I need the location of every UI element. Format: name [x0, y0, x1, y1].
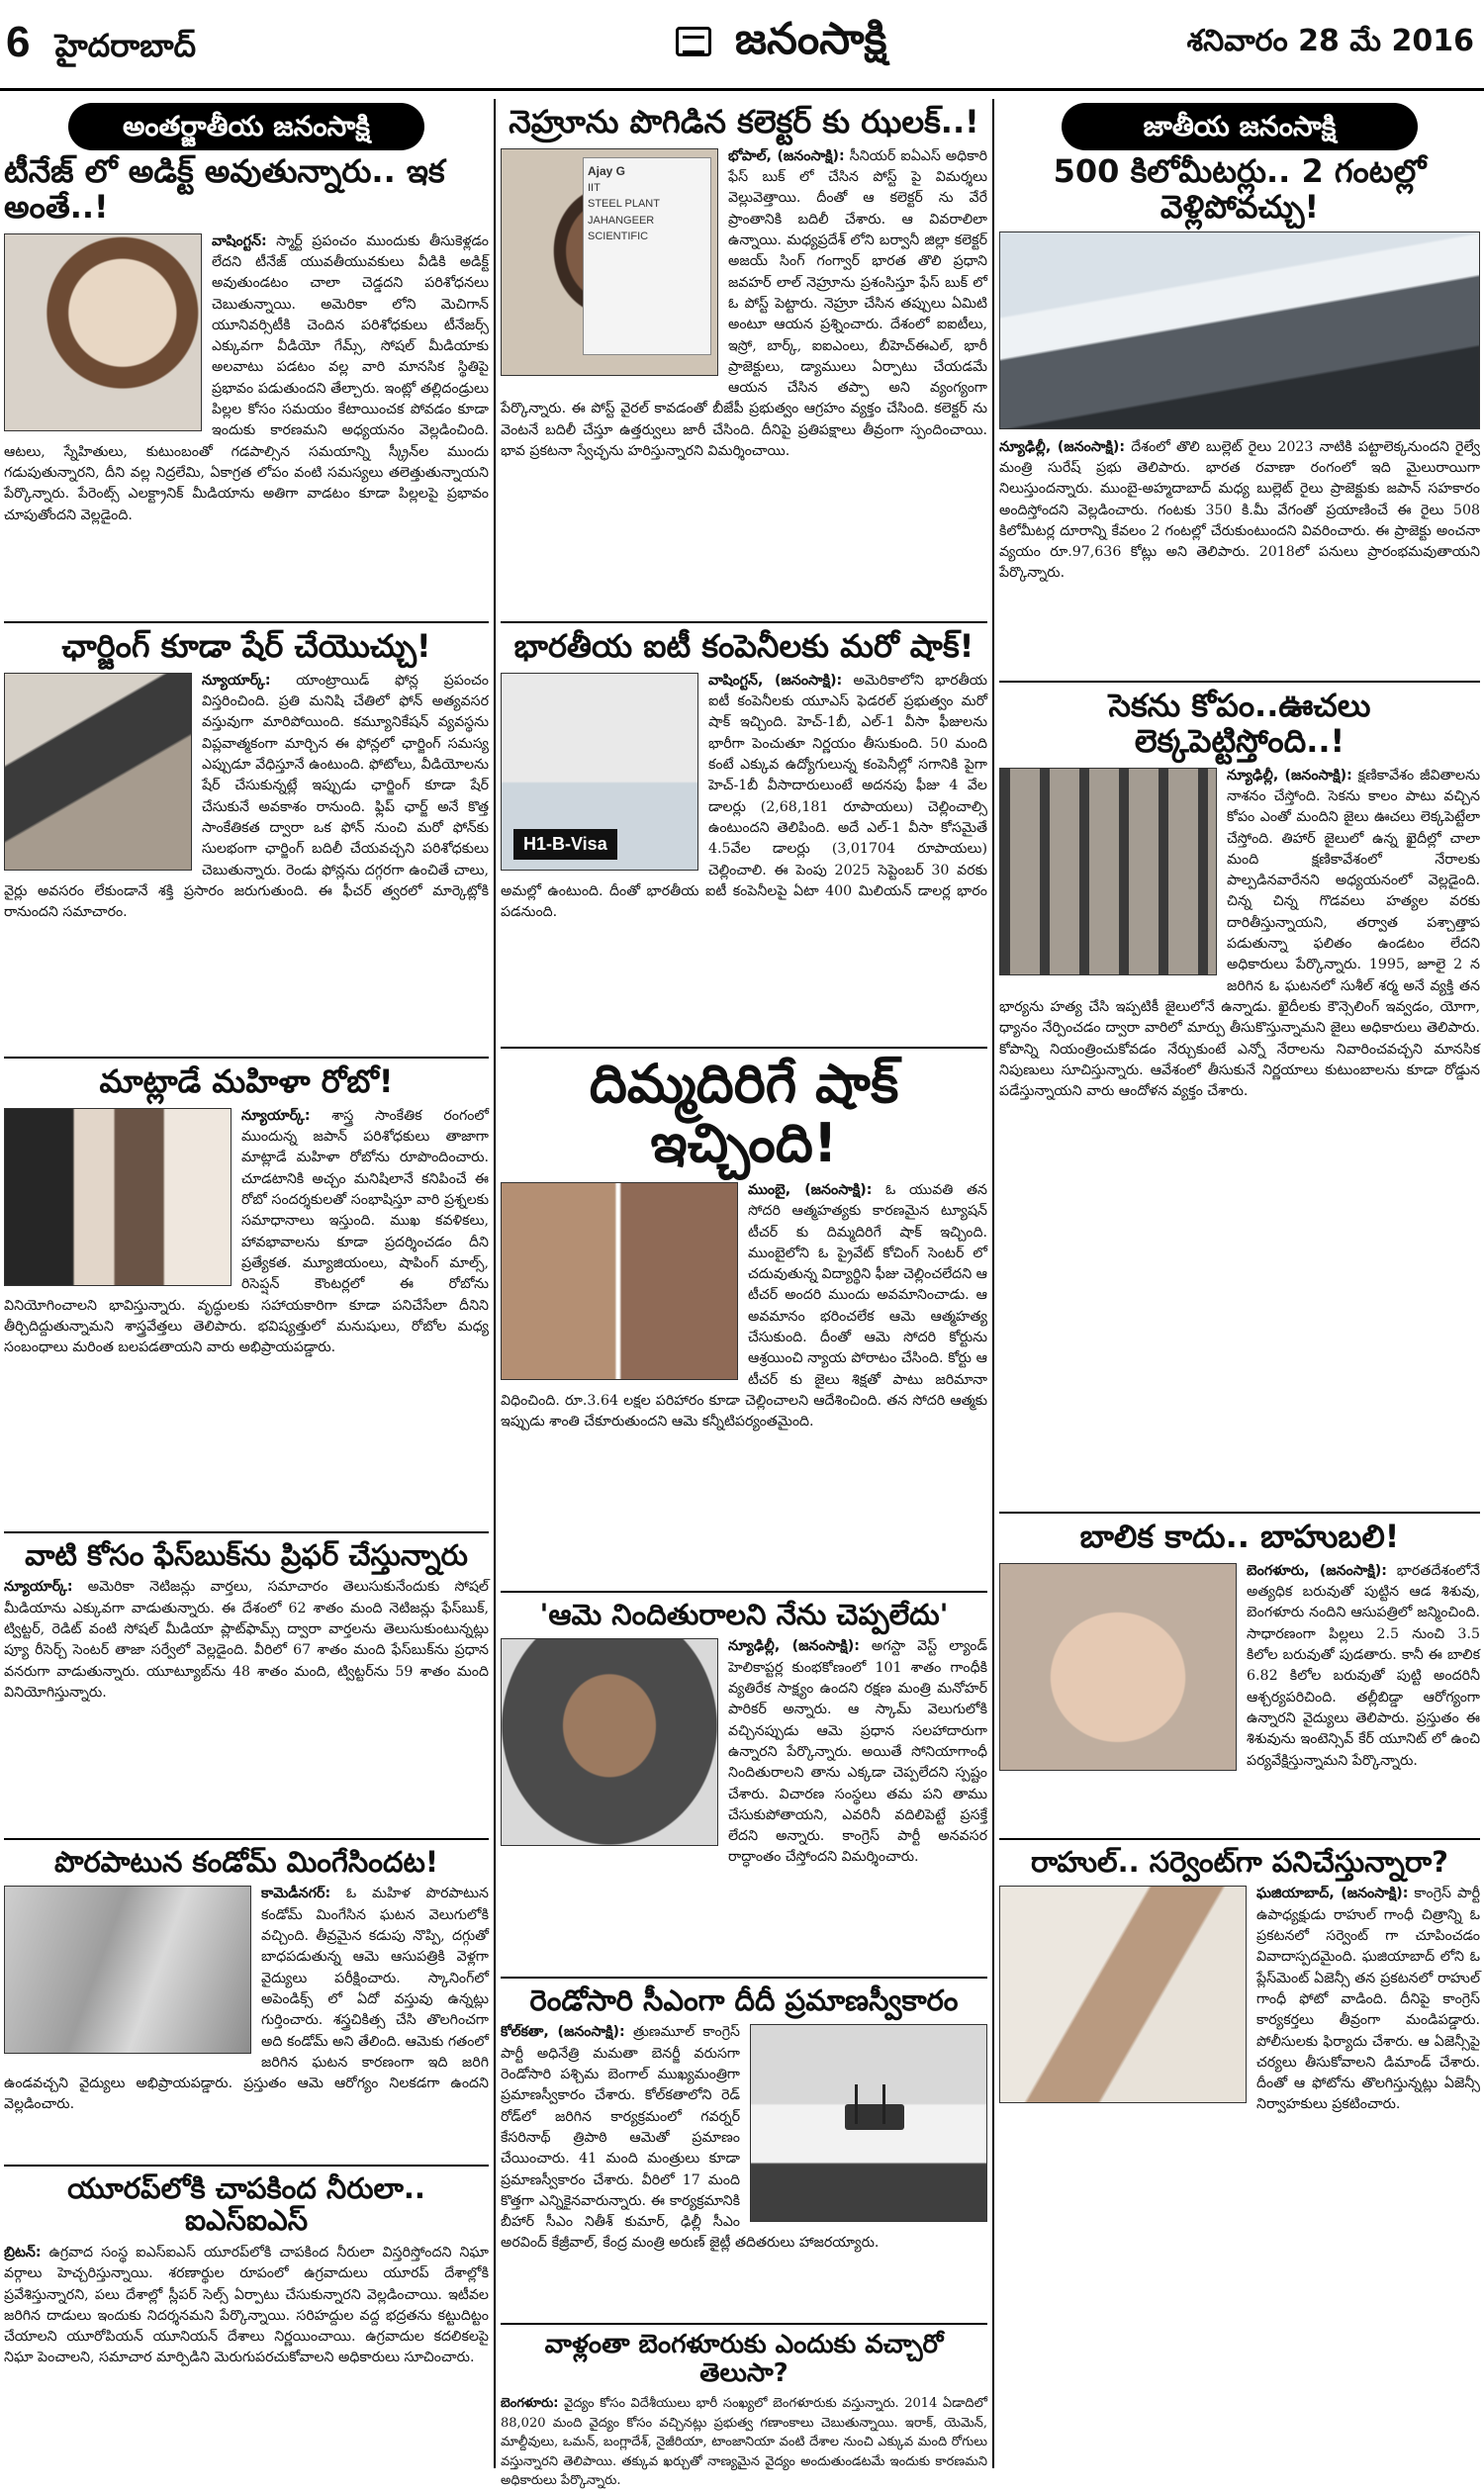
visa-label: H1-B-Visa: [513, 829, 617, 860]
fb-post-line: STEEL PLANT: [588, 198, 660, 211]
story-separator: [4, 1838, 489, 1840]
story-body: [501, 1636, 987, 1868]
microphone-icon: [882, 2084, 885, 2124]
story-body: [501, 146, 987, 462]
story-text: శాస్త్ర సాంకేతిక రంగంలో ముందున్న జపాన్ పరిశోధకులు తాజాగా మాట్లాడే మహిళా రోబోను రూపొందించారు. చూడటానికి అచ్చం మనిషిలానే కనిపించే ఈ రోబో సందర్శకులతో సంభాషిస్తూ వారి ప్రశ్నలకు సమాధానాలు ఇస్తుంది. ముఖ కవళికలు, హావభావాలను కూడా ప్రదర్శించడం దీని ప్రత్యేకత. మ్యూజియంలు, షాపింగ్ మాల్స్, రిసెప్షన్ కౌంటర్లలో ఈ రోబోను వినియోగించాలని భావిస్తున్నారు. వృద్ధులకు సహాయకారిగా కూడా పనిచేసేలా దీనిని తీర్చిదిద్దుతున్నామని శాస్త్రవేత్తలు తెలిపారు. భవిష్యత్తులో మనుషులు, రోబోల మధ్య సంబంధాలు మరింత బలపడతాయని వారు అభిప్రాయపడ్డారు.: [4, 1107, 490, 1356]
dateline: వాషింగ్టన్, (జనంసాక్షి):: [708, 672, 843, 689]
headline: రెండోసారి సీఎంగా దీదీ ప్రమాణస్వీకారం: [529, 1984, 959, 2017]
photo-bullet-train: [999, 231, 1480, 429]
photo-baby: [999, 1563, 1237, 1771]
fb-post-line: SCIENTIFIC: [588, 231, 649, 243]
dateline: న్యూఢిల్లీ, (జనంసాక్షి):: [1227, 767, 1352, 784]
facebook-post-snippet: [583, 157, 711, 355]
section-tag-international: అంతర్జాతీయ జనంసాక్షి: [68, 103, 424, 150]
story-text: సీనియర్ ఐఏఎస్ అధికారి ఫేస్ బుక్ లో చేసిన పోస్ట్ పై విమర్శలు వెల్లువెత్తాయి. దీంతో ఆ కలెక్టర్ ను వేరే ప్రాంతానికి బదిలీ చేశారు. ఆ వివరాలిలా ఉన్నాయి. మధ్యప్రదేశ్ లోని బర్వానీ జిల్లా కలెక్టర్ అజయ్ సింగ్ గంగ్వార్ భారత తొలి ప్రధాని జవహర్ లాల్ నెహ్రూను ప్రశంసిస్తూ ఫేస్ బుక్ లో ఓ పోస్ట్ పెట్టారు. నెహ్రూ చేసిన తప్పులు ఏమిటి అంటూ ఆయన ప్రశ్నించారు. దేశంలో ఐఐటీలు, ఇస్రో, బార్క్, ఐఐఎంలు, బీహెచ్ఈఎల్, భారీ ప్రాజెక్టులు, డ్యాములు ఏర్పాటు చేయడమే ఆయన చేసిన తప్పా అని వ్యంగ్యంగా పేర్కొన్నారు. ఈ పోస్ట్ వైరల్ కావడంతో బీజేపీ ప్రభుత్వం ఆగ్రహం వ్యక్తం చేసింది. కలెక్టర్ ను వెంటనే బదిలీ చేస్తూ ఉత్తర్వులు జారీ చేసింది. దీనిపై ప్రతిపక్షాలు తీవ్రంగా స్పందించాయి. భావ ప్రకటనా స్వేచ్ఛను హరిస్తున్నారని విమర్శించాయి.: [501, 147, 987, 459]
dateline: కామెడీనగర్:: [261, 1886, 331, 1902]
story-body: [999, 766, 1480, 1103]
headline: టీనేజ్ లో అడిక్ట్ అవుతున్నారు.. ఇక అంతే..!: [4, 152, 445, 226]
story-body: [4, 671, 489, 924]
dateline: ఘజియాబాద్, (జనంసాక్షి):: [1256, 1886, 1409, 1902]
edition-name: హైదరాబాద్: [54, 27, 197, 64]
story-jail: [999, 689, 1480, 1510]
headline: బాలిక కాదు.. బాహుబలి!: [1079, 1518, 1400, 1555]
story-condom: [4, 1846, 489, 2163]
story-separator: [501, 621, 987, 623]
section-tag-national: జాతీయ జనంసాక్షి: [1062, 103, 1418, 150]
photo-visa-stamp: [501, 673, 698, 871]
photo-female-robot: [4, 1108, 232, 1286]
dateline: బ్రిటన్:: [4, 2244, 42, 2260]
story-text: ఉగ్రవాద సంస్థ ఐఎస్‌ఐఎస్ యూరప్‌లోకి చాపకింద నీరులా విస్తరిస్తోందని నిఘా వర్గాలు హెచ్చరిస్తున్నాయి. శరణార్థుల రూపంలో ఉగ్రవాదులు యూరప్ దేశాల్లోకి ప్రవేశిస్తున్నారని, పలు దేశాల్లో స్లీపర్ సెల్స్ ఏర్పాటు చేసుకున్నారని వెల్లడించాయి. ఇటీవల జరిగిన దాడులు ఇందుకు నిదర్శనమని పేర్కొన్నాయి. సరిహద్దుల వద్ద భద్రతను కట్టుదిట్టం చేయాలని యూరోపియన్ యూనియన్ దేశాలు నిర్ణయించాయి. ఉగ్రవాదుల కదలికలపై నిఘా పెంచాలని, సమాచార మార్పిడిని మెరుగుపరచుకోవాలని అధికారులు సూచించారు.: [4, 2244, 489, 2366]
story-text: అమెరికాలోని భారతీయ ఐటీ కంపెనీలకు యూఎస్ ఫెడరల్ ప్రభుత్వం మరో షాక్ ఇచ్చింది. హెచ్-1బీ, ఎల్-1 వీసా ఫీజులను భారీగా పెంచుతూ నిర్ణయం తీసుకుంది. 50 మంది కంటే ఎక్కువ ఉద్యోగులున్న కంపెనీల్లో సగానికి పైగా హెచ్-1బీ వీసాదారులుంటే అదనపు ఫీజు 4 వేల డాలర్లు (2,68,181 రూపాయలు) చెల్లించాల్సి ఉంటుందని తెలిపింది. అదే ఎల్-1 వీసా కోసమైతే 4.5వేల డాలర్లు (3,01704 రూపాయలు) చెల్లించాలి. ఈ పెంపు 2025 సెప్టెంబర్ 30 వరకు అమల్లో ఉంటుంది. దీంతో భారతీయ ఐటీ కంపెనీలపై ఏటా 400 మిలియన్ డాలర్ల భారం పడనుంది.: [501, 672, 987, 921]
headline: దిమ్మదిరిగే షాక్ ఇచ్చింది!: [589, 1053, 899, 1175]
photo-teen-girl: [4, 233, 202, 431]
headline: వాళ్లంతా బెంగళూరుకు ఎందుకు వచ్చారో తెలుసా?: [544, 2330, 944, 2389]
dateline: బెంగళూరు:: [501, 2396, 559, 2412]
story-body: [501, 2022, 987, 2254]
story-separator: [4, 1531, 489, 1533]
left-column: [4, 99, 489, 2468]
headline: సెకను కోపం..ఊచలు లెక్కపెట్టిస్తోంది..!: [1108, 687, 1371, 760]
story-separator: [501, 2323, 987, 2325]
story-text: ఓ యువతి తన సోదరి ఆత్మహత్యకు కారణమైన ట్యూషన్ టీచర్ కు దిమ్మదిరిగే షాక్ ఇచ్చింది. ముంబైలోని ఓ ప్రైవేట్ కోచింగ్ సెంటర్ లో చదువుతున్న విద్యార్థిని ఫీజు చెల్లించలేదని ఆ టీచర్ అందరి ముందు అవమానించాడు. ఆ అవమానం భరించలేక ఆమె ఆత్మహత్య చేసుకుంది. దీంతో ఆమె సోదరి కోర్టును ఆశ్రయించి న్యాయ పోరాటం చేసింది. కోర్టు ఆ టీచర్ కు జైలు శిక్షతో పాటు జరిమానా విధించింది. రూ.3.64 లక్షల పరిహారం కూడా చెల్లించాలని ఆదేశించింది. తన సోదరి ఆత్మకు ఇప్పుడు శాంతి చేకూరుతుందని ఆమె కన్నీటిపర్యంతమైంది.: [501, 1181, 988, 1430]
column-rule: [494, 99, 496, 2468]
middle-column: [501, 99, 988, 2489]
story-teen: [4, 154, 489, 619]
headline: 500 కిలోమీటర్లు.. 2 గంటల్లో వెళ్లిపోవచ్చు!: [1053, 152, 1427, 226]
newspaper-logo: [653, 14, 910, 75]
story-mamata: [501, 1984, 987, 2321]
story-separator: [999, 681, 1480, 683]
dateline: న్యూయార్క్:: [241, 1107, 311, 1124]
headline: భారతీయ ఐటీ కంపెనీలకు మరో షాక్!: [513, 627, 974, 665]
dateline: బెంగళూరు, (జనంసాక్షి):: [1247, 1562, 1387, 1579]
story-robot: [4, 1064, 489, 1529]
dateline: వాషింగ్టన్:: [212, 232, 267, 249]
page-number: 6: [6, 18, 31, 66]
dateline: న్యూఢిల్లీ, (జనంసాక్షి):: [728, 1638, 860, 1655]
story-separator: [4, 1057, 489, 1059]
story-text: వైద్యం కోసం విదేశీయులు భారీ సంఖ్యలో బెంగళూరుకు వస్తున్నారు. 2014 ఏడాదిలో 88,020 మంది వైద్యం కోసం వచ్చినట్లు ప్రభుత్వ గణాంకాలు చెబుతున్నాయి. ఇరాక్, యెమెన్, మాల్దీవులు, ఒమన్, బంగ్లాదేశ్, నైజీరియా, టాంజానియా వంటి దేశాల నుంచి ఎక్కువ మంది రోగులు వస్తున్నారని తెలిపాయి. తక్కువ ఖర్చుతో నాణ్యమైన వైద్యం అందుతుండటమే ఇందుకు కారణమని అధికారులు పేర్కొన్నారు.: [501, 2396, 987, 2489]
microphone-icon: [855, 2084, 858, 2124]
headline: రాహుల్.. సర్వెంట్‌గా పనిచేస్తున్నారా?: [1031, 1845, 1448, 1879]
dateline: న్యూయార్క్:: [202, 672, 271, 689]
story-text: యాంట్రాయిడ్ ఫోన్ల ప్రపంచం విస్తరించింది. ప్రతి మనిషి చేతిలో ఫోన్ అత్యవసర వస్తువుగా మారిపోయింది. కమ్యూనికేషన్ వ్యవస్థను విప్లవాత్మకంగా మార్చిన ఈ ఫోన్లలో ఛార్జింగ్ సమస్య ఎప్పుడూ వేధిస్తూనే ఉంటుంది. ఫోటోలు, వీడియోలను షేర్ చేసుకున్నట్లే ఇప్పుడు ఛార్జింగ్ కూడా షేర్ చేసుకునే అవకాశం రానుంది. ఫ్లిప్ ఛార్జ్ అనే కొత్త సాంకేతికత ద్వారా ఒక ఫోన్ నుంచి మరో ఫోన్‌కు సులభంగా ఛార్జింగ్ బదిలీ చేయవచ్చని పరిశోధకులు చెబుతున్నారు. రెండు ఫోన్లను దగ్గరగా ఉంచితే చాలు, వైర్లు అవసరం లేకుండానే శక్తి ప్రసారం జరుగుతుంది. ఈ ఫీచర్ త్వరలో మార్కెట్లోకి రానుందని సమాచారం.: [4, 672, 489, 921]
story-body: [4, 2243, 489, 2369]
photo-mamata-oath: [750, 2024, 987, 2222]
photo-phone-charging: [4, 673, 192, 871]
story-isis: [4, 2172, 489, 2465]
story-collector: [501, 105, 987, 619]
column-rule: [992, 99, 994, 2468]
story-shock: [501, 1055, 987, 1589]
story-body: [999, 1561, 1480, 1772]
story-text: దేశంలో తొలి బుల్లెట్ రైలు 2023 నాటికి పట్టాలెక్కనుందని రైల్వే మంత్రి సురేష్ ప్రభు తెలిపారు. భారత రవాణా రంగంలో ఇది మైలురాయిగా నిలుస్తుందన్నారు. ముంబై-అహ్మదాబాద్ మధ్య బుల్లెట్ రైలు ప్రాజెక్టుకు జపాన్ సహకారం అందిస్తోందని వెల్లడించారు. గంటకు 350 కి.మీ వేగంతో ప్రయాణించే ఈ రైలు 508 కిలోమీటర్ల దూరాన్ని కేవలం 2 గంటల్లో చేరుకుంటుందని వివరించారు. ఈ ప్రాజెక్టు అంచనా వ్యయం రూ.97,636 కోట్లు అని తెలిపారు. 2018లో పనులు ప్రారంభమవుతాయని పేర్కొన్నారు.: [999, 438, 1480, 582]
dateline: భోపాల్, (జనంసాక్షి):: [728, 147, 845, 164]
issue-date: శనివారం 28 మే 2016: [1186, 24, 1474, 58]
story-separator: [501, 1977, 987, 1979]
masthead-left: [6, 18, 196, 72]
headline: 'ఆమె నిందితురాలని నేను చెప్పలేదు': [539, 1598, 949, 1631]
photo-xray: [4, 1886, 251, 2054]
dateline: న్యూయార్క్:: [4, 1579, 73, 1596]
story-separator: [501, 1591, 987, 1593]
headline: వాటి కోసం ఫేస్‌బుక్‌ను ప్రిఫర్ చేస్తున్నారు: [25, 1538, 468, 1572]
story-text: స్మార్ట్ ప్రపంచం ముందుకు తీసుకెళ్లడం లేదని టీనేజ్ యువతీయువకులు వీడికి అడిక్ట్ అవుతుండటం చాలా చెడ్డదని పరిశోధనలు చెబుతున్నాయి. అమెరికా లోని మెచిగాన్ యూనివర్సిటీకి చెందిన పరిశోధకులు టీనేజర్స్ ఎక్కువగా వీడియో గేమ్స్, సోషల్ మీడియాకు అలవాటు పడటం వల్ల వారి మానసిక స్థితిపై ప్రభావం పడుతుందని తేల్చారు. ఇంట్లో తల్లిదండ్రులు పిల్లల కోసం సమయం కేటాయించక పోవడం కూడా ఇందుకు కారణమని అధ్యయనం వెల్లడించింది. ఆటలు, స్నేహితులు, కుటుంబంతో గడపాల్సిన సమయాన్ని స్క్రీన్‌ల ముందు గడుపుతున్నారని, దీని వల్ల నిద్రలేమి, ఏకాగ్రత లోపం వంటి సమస్యలు తలెత్తుతున్నాయని పేర్కొన్నారు. పేరెంట్స్ ఎలక్ట్రానిక్ మీడియాను అతిగా వాడటం కూడా పిల్లలపై ప్రభావం చూపుతోందని వెల్లడైంది.: [4, 232, 489, 523]
story-facebook: [4, 1539, 489, 1836]
fb-post-author: Ajay G: [588, 163, 626, 178]
story-text: అమెరికా నెటిజన్లు వార్తలు, సమాచారం తెలుసుకునేందుకు సోషల్ మీడియాను ఎక్కువగా వాడుతున్నారు. ఈ దేశంలో 62 శాతం మంది నెటిజన్లు ఫేస్‌బుక్, ట్విట్టర్, రెడిట్ వంటి సోషల్ మీడియా ప్లాట్‌ఫామ్స్ ద్వారా వార్తలను తెలుసుకుంటున్నట్లు ప్యూ రీసెర్చ్ సెంటర్ తాజా సర్వేలో వెల్లడైంది. వీరిలో 67 శాతం మంది ఫేస్‌బుక్‌ను ప్రధాన వనరుగా వాడుతున్నారు. యూట్యూబ్‌ను 48 శాతం మంది, ట్విట్టర్‌ను 59 శాతం మంది వినియోగిస్తున్నారు.: [4, 1579, 489, 1701]
photo-jail-bars: [999, 768, 1217, 975]
masthead: [0, 0, 1484, 91]
story-parrikar: [501, 1599, 987, 1975]
story-text: క్షణికావేశం జీవితాలను నాశనం చేస్తోంది. సెకను కాలం పాటు వచ్చిన కోపం ఎంతో మందిని జైలు ఊచలు లెక్కపెట్టేలా చేస్తోంది. తిహార్ జైలులో ఉన్న ఖైదీల్లో చాలా మంది క్షణికావేశంలో నేరాలకు పాల్పడినవారేనని అధ్యయనంలో వెల్లడైంది. చిన్న చిన్న గొడవలు హత్యల వరకు దారితీస్తున్నాయని, తర్వాత పశ్చాత్తాప పడుతున్నా ఫలితం ఉండటం లేదని అధికారులు పేర్కొన్నారు. 1995, జూలై 2 న జరిగిన ఓ ఘటనలో సుశీల్ శర్మ అనే వ్యక్తి తన భార్యను హత్య చేసి ఇప్పటికీ జైలులోనే ఉన్నాడు. ఖైదీలకు కౌన్సెలింగ్ ఇవ్వడం, యోగా, ధ్యానం నేర్పించడం ద్వారా వారిలో మార్పు తీసుకొస్తున్నామని జైలు అధికారులు తెలిపారు. కోపాన్ని నియంత్రించుకోవడం నేర్చుకుంటే ఎన్నో నేరాలను నివారించవచ్చని మానసిక నిపుణులు సూచిస్తున్నారు. ఆవేశంలో తీసుకునే నిర్ణయాలు కుటుంబాలను కూడా రోడ్డున పడేస్తున్నాయని వారు ఆందోళన వ్యక్తం చేశారు.: [999, 767, 1480, 1100]
headline: నెహ్రూను పొగిడిన కలెక్టర్ కు ఝలక్..!: [509, 103, 979, 140]
story-separator: [999, 1838, 1480, 1840]
story-charging: [4, 629, 489, 1055]
right-column: [999, 99, 1480, 2468]
dateline: కోల్‌కతా, (జనంసాక్షి):: [501, 2024, 625, 2041]
story-separator: [4, 2165, 489, 2167]
story-body: [999, 1884, 1480, 2115]
story-body: [4, 1577, 489, 1704]
headline: యూరప్‌లోకి చాపకింద నీరులా.. ఐఎస్‌ఐఎస్: [67, 2171, 425, 2238]
story-body: [501, 2394, 987, 2491]
story-rahul: [999, 1846, 1480, 2465]
story-separator: [501, 1047, 987, 1049]
story-body: [4, 1106, 489, 1359]
story-body: [501, 1180, 987, 1433]
fb-post-line: IIT: [588, 181, 601, 194]
photo-rahul: [999, 1886, 1247, 2103]
story-text: భారతదేశంలోనే అత్యధిక బరువుతో పుట్టిన ఆడ శిశువు, బెంగళూరు నందిని ఆసుపత్రిలో జన్మించింది. సాధారణంగా పిల్లలు 2.5 నుంచి 3.5 కిలోల బరువుతో పుడతారు. కానీ ఈ బాలిక 6.82 కిలోల బరువుతో పుట్టి అందరినీ ఆశ్చర్యపరిచింది. తల్లీబిడ్డా ఆరోగ్యంగా ఉన్నారని వైద్యులు తెలిపారు. ప్రస్తుతం ఈ శిశువును ఇంటెన్సివ్ కేర్ యూనిట్ లో ఉంచి పర్యవేక్షిస్తున్నామని పేర్కొన్నారు.: [1247, 1562, 1481, 1769]
logo-icon: [676, 27, 711, 56]
dateline: ముంబై, (జనంసాక్షి):: [748, 1181, 873, 1198]
story-body: [501, 671, 987, 924]
story-body: [4, 231, 489, 526]
story-text: ఓ మహిళ పొరపాటున కండోమ్ మింగేసిన ఘటన వెలుగులోకి వచ్చింది. తీవ్రమైన కడుపు నొప్పి, దగ్గుతో బాధపడుతున్న ఆమె ఆసుపత్రికి వెళ్లగా వైద్యులు పరీక్షించారు. స్కానింగ్‌లో అపెండిక్స్ లో ఏదో వస్తువు ఉన్నట్లు గుర్తించారు. శస్త్రచికిత్స చేసి తొలగించగా అది కండోమ్ అని తేలింది. ఆమెకు గతంలో జరిగిన ఘటన కారణంగా ఇది జరిగి ఉండవచ్చని వైద్యులు అభిప్రాయపడ్డారు. ప్రస్తుతం ఆమె ఆరోగ్యం నిలకడగా ఉందని వెల్లడించారు.: [4, 1886, 489, 2113]
fb-post-line: JAHANGEER: [588, 214, 655, 227]
photo-parrikar: [501, 1638, 718, 1846]
story-bullet-train: [999, 154, 1480, 679]
story-text: అగస్టా వెస్ట్ ల్యాండ్ హెలికాప్టర్ల కుంభకోణంలో 101 శాతం గాంధీకి వ్యతిరేక సాక్ష్యం ఉందని రక్షణ మంత్రి మనోహర్ పారికర్ అన్నారు. ఆ స్కామ్ వెలుగులోకి వచ్చినప్పుడు ఆమె ప్రధాన సలహాదారుగా ఉన్నారని పేర్కొన్నారు. అయితే సోనియాగాంధీ నిందితురాలని తాను ఎక్కడా చెప్పలేదని స్పష్టం చేశారు. విచారణ సంస్థలు తమ పని తాము చేసుకుపోతాయని, ఎవరినీ వదిలిపెట్టే ప్రసక్తే లేదని అన్నారు. కాంగ్రెస్ పార్టీ అనవసర రాద్ధాంతం చేస్తోందని విమర్శించారు.: [728, 1638, 987, 1866]
photo-sisters: [501, 1182, 738, 1380]
story-separator: [999, 1512, 1480, 1514]
story-separator: [4, 621, 489, 623]
story-body: [4, 1884, 489, 2115]
photo-collector: [501, 148, 718, 376]
headline: ఛార్జింగ్ కూడా షేర్ చేయొచ్చు!: [61, 627, 431, 665]
headline: పొరపాటున కండోమ్ మింగేసిందట!: [53, 1845, 439, 1879]
story-it-shock: [501, 629, 987, 1045]
story-body: [999, 231, 1480, 585]
story-text: కాంగ్రెస్ పార్టీ ఉపాధ్యక్షుడు రాహుల్ గాంధీ చిత్రాన్ని ఓ ప్రకటనలో సర్వెంట్ గా చూపించడం వివాదాస్పదమైంది. ఘజియాబాద్ లోని ఓ ప్లేస్‌మెంట్ ఏజెన్సీ తన ప్రకటనలో రాహుల్ గాంధీ ఫోటో వాడింది. దీనిపై కాంగ్రెస్ కార్యకర్తలు తీవ్రంగా మండిపడ్డారు. పోలీసులకు ఫిర్యాదు చేశారు. ఆ ఏజెన్సీపై చర్యలు తీసుకోవాలని డిమాండ్ చేశారు. దీంతో ఆ ఫోటోను తొలగిస్తున్నట్లు ఏజెన్సీ నిర్వాహకులు ప్రకటించారు.: [1256, 1886, 1480, 2113]
story-bengaluru: [501, 2330, 987, 2489]
story-baby: [999, 1520, 1480, 1836]
dateline: న్యూఢిల్లీ, (జనంసాక్షి):: [999, 438, 1126, 455]
story-text: త్రుణమూల్ కాంగ్రెస్ పార్టీ అధినేత్రి మమతా బెనర్జీ వరుసగా రెండోసారి పశ్చిమ బెంగాల్ ముఖ్యమంత్రిగా ప్రమాణస్వీకారం చేశారు. కోల్‌కతాలోని రెడ్ రోడ్‌లో జరిగిన కార్యక్రమంలో గవర్నర్ కేసరినాథ్ త్రిపాఠి ఆమెతో ప్రమాణం చేయించారు. 41 మంది మంత్రులు కూడా ప్రమాణస్వీకారం చేశారు. వీరిలో 17 మంది కొత్తగా ఎన్నికైనవారున్నారు. ఈ కార్యక్రమానికి బీహార్ సీఎం నితీశ్ కుమార్, ఢిల్లీ సీఎం అరవింద్ కేజ్రీవాల్, కేంద్ర మంత్రి అరుణ్ జైట్లీ తదితరులు హాజరయ్యారు.: [501, 2024, 880, 2252]
headline: మాట్లాడే మహిళా రోబో!: [99, 1062, 394, 1100]
newspaper-name: జనంసాక్షి: [734, 14, 887, 64]
